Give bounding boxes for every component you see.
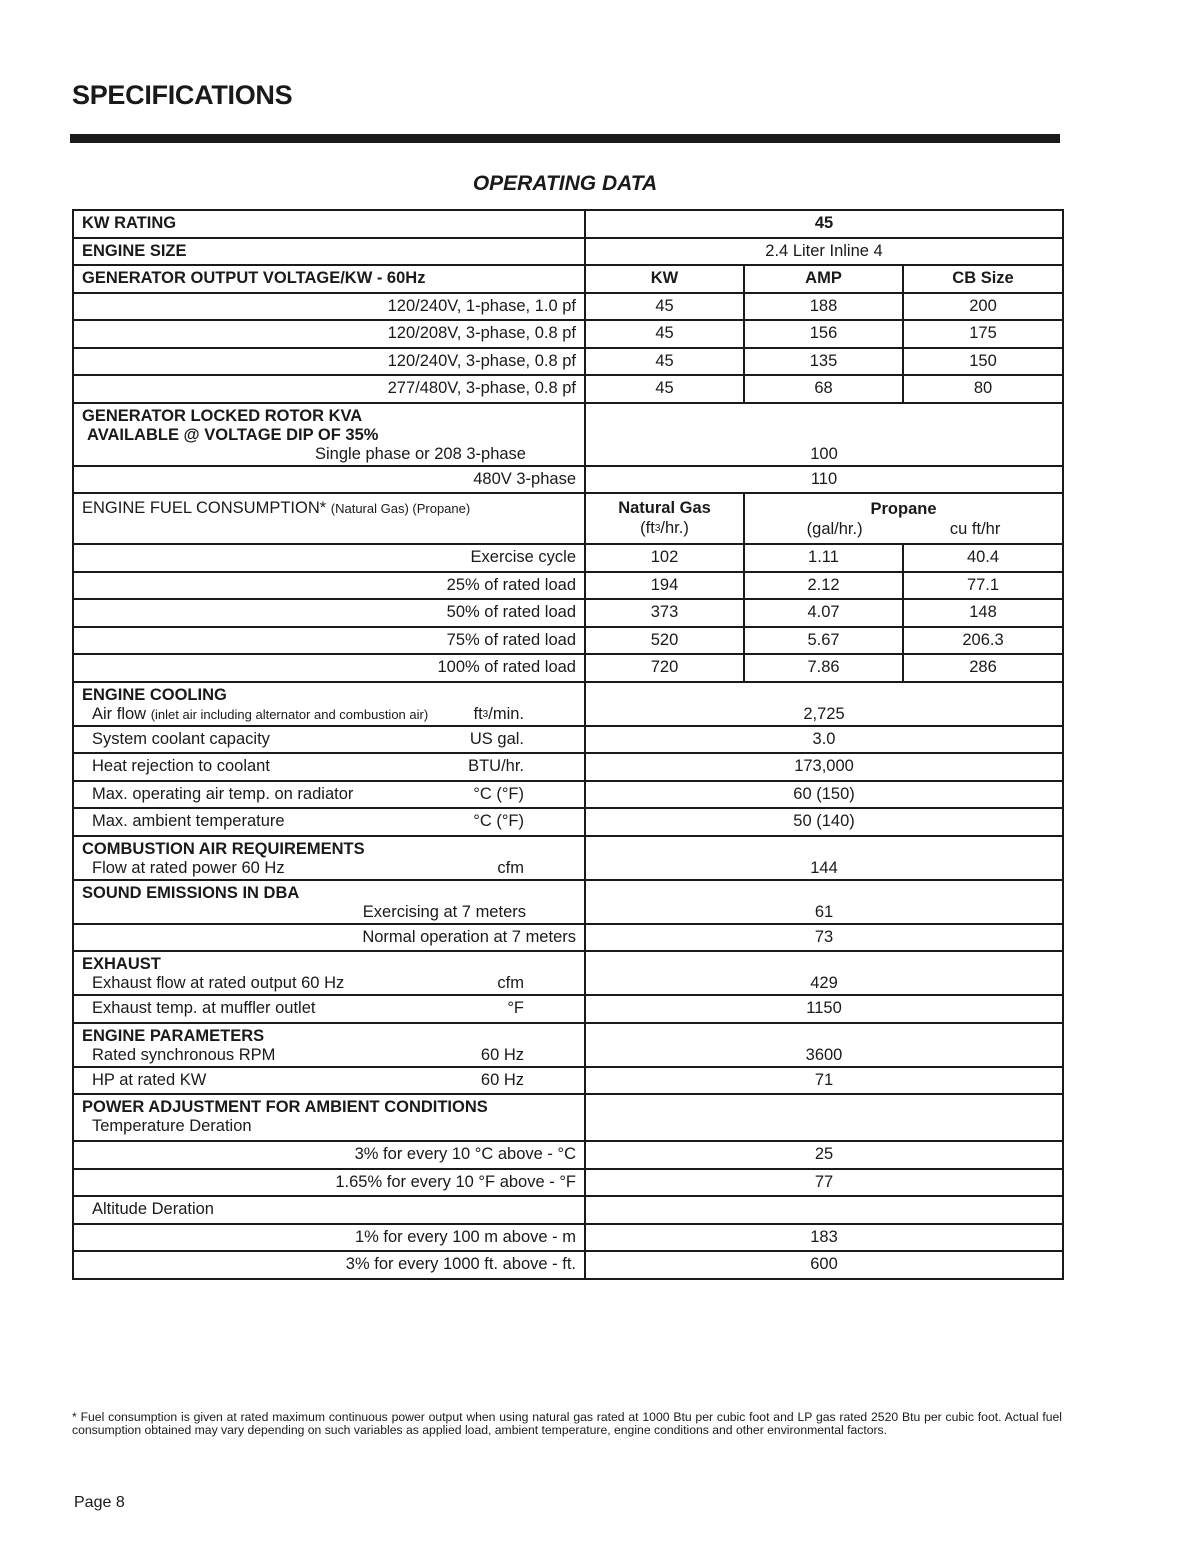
load-label: 25% of rated load	[73, 572, 585, 600]
natural-gas-header	[585, 493, 744, 544]
exhaust-cell	[73, 951, 585, 995]
gal-cell: 7.86	[744, 654, 903, 682]
cooling-row-label	[73, 726, 585, 754]
ng-cell: 102	[585, 544, 744, 572]
table-row	[73, 265, 1063, 293]
load-label: 50% of rated load	[73, 599, 585, 627]
locked-rotor-heading: GENERATOR LOCKED ROTOR KVA	[82, 406, 363, 425]
kw-rating-value: 45	[585, 210, 1063, 238]
unit-sup: 3	[482, 708, 489, 720]
cooling-line	[82, 812, 576, 831]
airflow-unit	[474, 705, 525, 724]
propane-unit-gal: (gal/hr.)	[806, 519, 863, 538]
operating-data-table	[72, 209, 1064, 1280]
table-row	[73, 880, 1063, 924]
fuel-heading: ENGINE FUEL CONSUMPTION*	[82, 499, 327, 517]
table-row	[73, 375, 1063, 403]
airflow-line	[82, 705, 576, 724]
cooling-unit: °C (°F)	[473, 812, 524, 831]
exhaust-temp-label: Exhaust temp. at muffler outlet	[92, 999, 316, 1018]
exhaust-flow-value: 429	[585, 951, 1063, 995]
sound-value: 73	[585, 924, 1063, 952]
unit-text: (ft	[640, 519, 655, 537]
kw-cell: 45	[585, 348, 744, 376]
natural-gas-title: Natural Gas	[618, 499, 711, 517]
deration-label: 3% for every 10 °C above - °C	[73, 1141, 585, 1169]
locked-rotor-label: 480V 3-phase	[73, 466, 585, 494]
propane-title: Propane	[870, 499, 937, 518]
voltage-label: 277/480V, 3-phase, 0.8 pf	[73, 375, 585, 403]
table-row	[73, 627, 1063, 655]
table-row	[73, 654, 1063, 682]
load-label: 100% of rated load	[73, 654, 585, 682]
locked-rotor-value: 110	[585, 466, 1063, 494]
amp-cell: 156	[744, 320, 903, 348]
deration-label: 1.65% for every 10 °F above - °F	[73, 1169, 585, 1197]
rpm-value: 3600	[585, 1023, 1063, 1067]
table-row	[73, 348, 1063, 376]
unit-sup: 3	[654, 523, 661, 534]
hp-cell	[73, 1067, 585, 1095]
amp-cell: 135	[744, 348, 903, 376]
altitude-deration-label: Altitude Deration	[92, 1200, 214, 1219]
table-row	[73, 1023, 1063, 1067]
combustion-heading: COMBUSTION AIR REQUIREMENTS	[82, 839, 365, 858]
hp-label: HP at rated KW	[92, 1070, 207, 1089]
hp-value: 71	[585, 1067, 1063, 1095]
gal-cell: 2.12	[744, 572, 903, 600]
page-number: Page 8	[74, 1494, 125, 1511]
unit-text: /hr.)	[660, 519, 689, 537]
propane-header	[744, 493, 1063, 544]
cooling-line	[82, 785, 576, 804]
exhaust-flow-unit: cfm	[497, 974, 524, 992]
amp-cell: 68	[744, 375, 903, 403]
table-row	[73, 403, 1063, 466]
airflow-value: 2,725	[585, 682, 1063, 726]
natural-gas-unit	[640, 519, 689, 537]
sound-label: Normal operation at 7 meters	[73, 924, 585, 952]
amp-cell: 188	[744, 293, 903, 321]
cb-cell: 200	[903, 293, 1063, 321]
engine-params-heading: ENGINE PARAMETERS	[82, 1026, 265, 1045]
cooling-line	[82, 730, 576, 749]
cooling-value: 3.0	[585, 726, 1063, 754]
voltage-label: 120/240V, 3-phase, 0.8 pf	[73, 348, 585, 376]
propane-units	[753, 519, 1054, 539]
table-row	[73, 1169, 1063, 1197]
sound-cell	[73, 880, 585, 924]
col-header-amp: AMP	[744, 265, 903, 293]
section-title: OPERATING DATA	[472, 172, 658, 195]
cooling-row-label	[73, 781, 585, 809]
sound-value: 61	[585, 880, 1063, 924]
altitude-empty	[585, 1196, 1063, 1224]
voltage-label: 120/208V, 3-phase, 0.8 pf	[73, 320, 585, 348]
ng-cell: 194	[585, 572, 744, 600]
airflow-label: Air flow	[92, 704, 147, 723]
table-row	[73, 836, 1063, 880]
deration-value: 183	[585, 1224, 1063, 1252]
ng-cell: 720	[585, 654, 744, 682]
combustion-label: Flow at rated power 60 Hz	[92, 858, 285, 877]
cooling-value: 50 (140)	[585, 808, 1063, 836]
kw-cell: 45	[585, 293, 744, 321]
cb-cell: 150	[903, 348, 1063, 376]
table-row	[73, 1141, 1063, 1169]
footnote: * Fuel consumption is given at rated maximum continuous power output when using natural gas rated at 1000 Btu per cubic foot and LP gas rated 2520 Btu per cubic foot. Actual fuel consumption obtained may vary depending on such variables as applied load, ambient temperature, engine conditions and other environmental factors.	[72, 1410, 1062, 1437]
cooling-value: 173,000	[585, 753, 1063, 781]
airflow-note: (inlet air including alternator and combustion air)	[150, 706, 429, 722]
col-header-kw: KW	[585, 265, 744, 293]
cooling-unit: °C (°F)	[473, 784, 524, 803]
cooling-label: Max. ambient temperature	[92, 812, 285, 831]
kw-cell: 45	[585, 320, 744, 348]
combustion-line	[82, 859, 576, 878]
exhaust-temp-value: 1150	[585, 995, 1063, 1023]
locked-rotor-heading-2: AVAILABLE @ VOLTAGE DIP OF 35%	[87, 425, 379, 444]
cooling-row-label	[73, 808, 585, 836]
hp-unit: 60 Hz	[480, 1070, 524, 1089]
fuel-heading-note: (Natural Gas) (Propane)	[330, 501, 471, 516]
cuft-cell: 206.3	[903, 627, 1063, 655]
exhaust-temp-unit: °F	[507, 999, 524, 1018]
altitude-deration-cell	[73, 1196, 585, 1224]
cooling-unit: US gal.	[469, 729, 524, 748]
temp-deration-label: Temperature Deration	[92, 1117, 252, 1135]
table-row	[73, 238, 1063, 266]
exhaust-temp-line	[82, 999, 576, 1018]
propane-unit-cuft: cu ft/hr	[949, 519, 1001, 538]
combustion-value: 144	[585, 836, 1063, 880]
gal-cell: 1.11	[744, 544, 903, 572]
cooling-cell	[73, 682, 585, 726]
table-row	[73, 1067, 1063, 1095]
airflow-label-wrap	[92, 705, 428, 724]
table-row	[73, 753, 1063, 781]
table-row	[73, 781, 1063, 809]
power-adj-empty	[585, 1094, 1063, 1141]
table-row	[73, 924, 1063, 952]
cb-cell: 80	[903, 375, 1063, 403]
fuel-heading-cell	[73, 493, 585, 544]
unit-text: /min.	[488, 704, 524, 723]
table-row	[73, 995, 1063, 1023]
ng-cell: 373	[585, 599, 744, 627]
page-title: SPECIFICATIONS	[72, 80, 293, 110]
table-row	[73, 1224, 1063, 1252]
cooling-row-label	[73, 753, 585, 781]
cooling-value: 60 (150)	[585, 781, 1063, 809]
cb-cell: 175	[903, 320, 1063, 348]
voltage-label: 120/240V, 1-phase, 1.0 pf	[73, 293, 585, 321]
kw-rating-label: KW RATING	[73, 210, 585, 238]
gen-output-label: GENERATOR OUTPUT VOLTAGE/KW - 60Hz	[73, 265, 585, 293]
deration-value: 25	[585, 1141, 1063, 1169]
unit-text: ft	[473, 704, 483, 723]
cooling-unit: BTU/hr.	[468, 757, 524, 776]
gal-cell: 4.07	[744, 599, 903, 627]
cooling-label: Heat rejection to coolant	[92, 757, 270, 776]
rpm-unit: 60 Hz	[480, 1045, 524, 1064]
title-divider	[70, 134, 1060, 143]
table-row	[73, 544, 1063, 572]
cooling-heading: ENGINE COOLING	[82, 685, 227, 704]
table-row	[73, 808, 1063, 836]
hp-line	[82, 1071, 576, 1090]
power-adj-heading: POWER ADJUSTMENT FOR AMBIENT CONDITIONS	[82, 1098, 488, 1116]
cuft-cell: 148	[903, 599, 1063, 627]
gal-cell: 5.67	[744, 627, 903, 655]
locked-rotor-label: Single phase or 208 3-phase	[315, 444, 526, 463]
deration-value: 77	[585, 1169, 1063, 1197]
load-label: Exercise cycle	[73, 544, 585, 572]
table-row	[73, 572, 1063, 600]
locked-rotor-cell	[73, 403, 585, 466]
load-label: 75% of rated load	[73, 627, 585, 655]
table-row	[73, 1196, 1063, 1224]
rpm-line	[82, 1046, 576, 1065]
cuft-cell: 40.4	[903, 544, 1063, 572]
engine-size-label: ENGINE SIZE	[73, 238, 585, 266]
table-row	[73, 951, 1063, 995]
cuft-cell: 286	[903, 654, 1063, 682]
sound-label: Exercising at 7 meters	[362, 902, 526, 921]
cooling-line	[82, 757, 576, 776]
sound-heading: SOUND EMISSIONS IN DBA	[82, 883, 300, 902]
ng-cell: 520	[585, 627, 744, 655]
table-row	[73, 320, 1063, 348]
cooling-label: System coolant capacity	[92, 729, 270, 748]
table-row	[73, 682, 1063, 726]
deration-value: 600	[585, 1251, 1063, 1279]
table-row	[73, 1251, 1063, 1279]
combustion-unit: cfm	[497, 858, 524, 877]
exhaust-flow-label: Exhaust flow at rated output 60 Hz	[92, 974, 345, 992]
exhaust-heading: EXHAUST	[82, 955, 161, 973]
engine-params-cell	[73, 1023, 585, 1067]
table-row	[73, 466, 1063, 494]
locked-rotor-value: 100	[585, 403, 1063, 466]
table-row	[73, 293, 1063, 321]
table-row	[73, 1094, 1063, 1141]
engine-size-value: 2.4 Liter Inline 4	[585, 238, 1063, 266]
table-row	[73, 493, 1063, 544]
cooling-label: Max. operating air temp. on radiator	[92, 784, 354, 803]
table-row	[73, 726, 1063, 754]
cuft-cell: 77.1	[903, 572, 1063, 600]
rpm-label: Rated synchronous RPM	[92, 1045, 276, 1064]
kw-cell: 45	[585, 375, 744, 403]
table-row	[73, 210, 1063, 238]
deration-label: 3% for every 1000 ft. above - ft.	[73, 1251, 585, 1279]
table-row	[73, 599, 1063, 627]
exhaust-temp-cell	[73, 995, 585, 1023]
col-header-cb: CB Size	[903, 265, 1063, 293]
combustion-cell	[73, 836, 585, 880]
exhaust-flow-line	[82, 974, 576, 993]
power-adj-cell	[73, 1094, 585, 1141]
deration-label: 1% for every 100 m above - m	[73, 1224, 585, 1252]
